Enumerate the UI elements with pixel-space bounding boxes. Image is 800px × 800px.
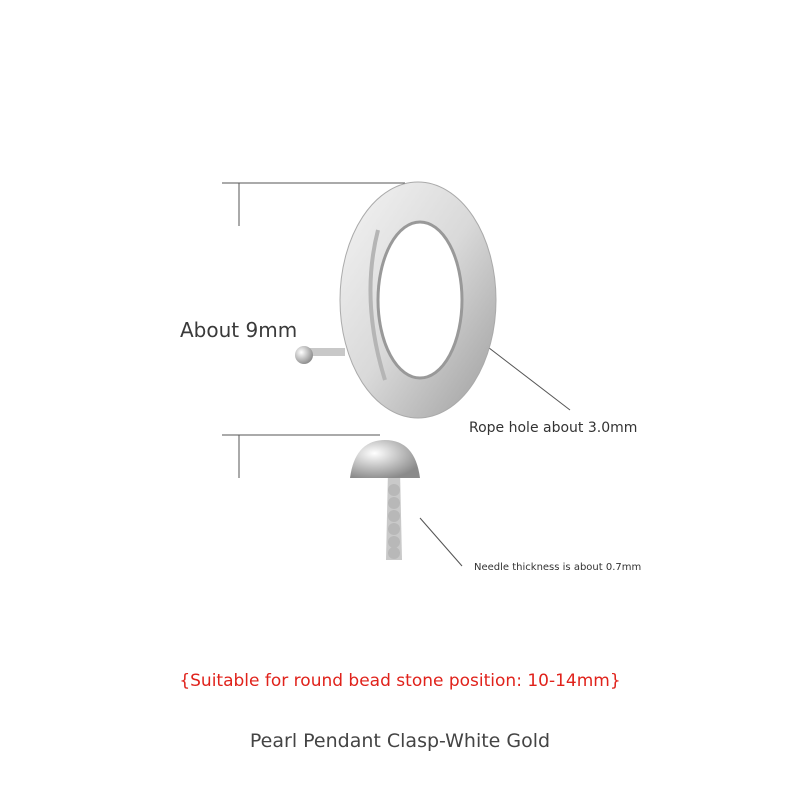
height-dimension-label: About 9mm <box>180 318 298 342</box>
bead-cup <box>350 440 420 478</box>
needle-thickness-label: Needle thickness is about 0.7mm <box>474 562 642 573</box>
product-title: Pearl Pendant Clasp-White Gold <box>249 730 551 752</box>
side-prong <box>295 346 345 364</box>
ring <box>340 182 496 418</box>
rope-hole-label: Rope hole about 3.0mm <box>469 420 638 436</box>
suitable-size-note: {Suitable for round bead stone position: 10-14mm} <box>179 671 621 691</box>
needle-pin <box>386 470 402 560</box>
